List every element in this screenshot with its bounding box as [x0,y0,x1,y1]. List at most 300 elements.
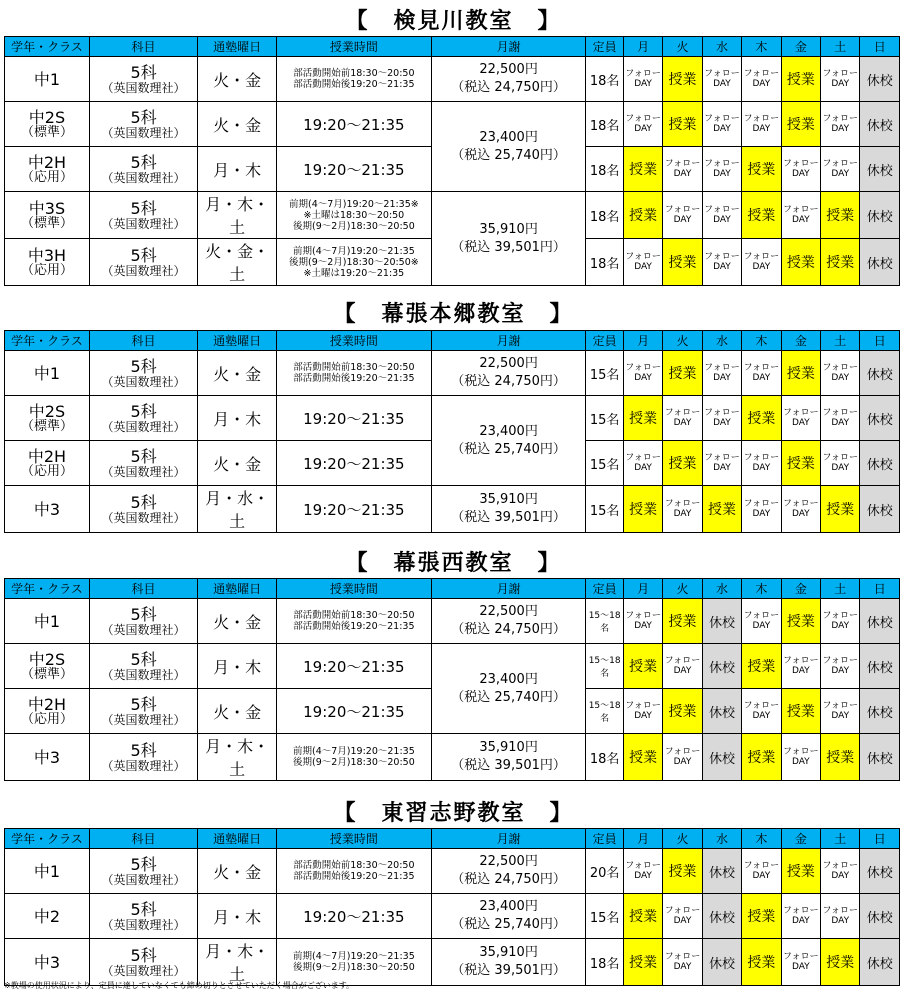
follow-day-label: フォロー [625,252,661,262]
lesson-day-cell: 授業 [821,239,860,286]
subject-cell [89,894,197,939]
follow-day-cell [821,441,860,486]
grade-cell [5,351,90,396]
column-header: 日 [860,331,900,351]
column-header: 金 [781,829,820,849]
schedule-table [4,330,900,533]
grade-sub-label: （応用） [20,711,73,727]
follow-day-cell [742,441,781,486]
subject-sub-label: （英国数理社） [101,263,186,278]
follow-day-label: DAY [791,916,810,926]
follow-day-label: DAY [752,621,771,631]
subject-cell [89,351,197,396]
column-header: 土 [821,579,860,599]
lesson-time-line: 部活動開始後19:20～21:35 [293,621,415,632]
grade-sub-label: （標準） [20,124,73,140]
column-header: 土 [821,37,860,57]
subject-sub-label: （英国数理社） [101,917,186,932]
closed-day-cell: 休校 [860,689,900,734]
grade-cell [5,689,90,734]
subject-sub-label: （英国数理社） [101,125,186,140]
table-row [5,849,900,894]
follow-day-cell [702,102,741,147]
lesson-time-cell [277,396,432,441]
follow-day-label: DAY [831,79,850,89]
lesson-time-cell [277,894,432,939]
follow-day-label: DAY [713,373,731,383]
attendance-days: 月・木 [198,894,277,939]
subject-label: 5科 [130,492,157,512]
follow-day-label: DAY [634,124,652,134]
capacity-cell: 15～18名 [586,599,623,644]
follow-day-label: フォロー [783,499,819,509]
follow-day-label: フォロー [743,252,780,262]
follow-day-label: DAY [831,916,850,926]
monthly-fee-line: （税込 39,501円） [451,239,566,255]
lesson-time-cell [277,192,432,239]
grade-label: 中3 [33,499,61,519]
lesson-time-line: 前期(4～7月)19:20～21:35※ [289,198,419,210]
lesson-day-cell: 授業 [742,396,781,441]
column-header: 土 [821,331,860,351]
follow-day-label: フォロー [822,611,859,621]
lesson-day-cell: 授業 [663,441,702,486]
subject-label: 5科 [130,62,157,82]
subject-cell [89,147,197,192]
subject-cell [89,644,197,689]
monthly-fee-line: （税込 25,740円） [451,689,566,705]
follow-day-label: DAY [791,757,810,767]
follow-day-label: フォロー [704,69,740,79]
capacity-cell: 15～18名 [586,644,623,689]
monthly-fee-cell [431,734,586,781]
column-header: 金 [781,331,820,351]
lesson-day-cell: 授業 [623,894,662,939]
follow-day-label: フォロー [664,499,701,509]
column-header: 通塾曜日 [198,331,277,351]
column-header: 授業時間 [277,331,432,351]
monthly-fee-line: 22,500円 [479,854,538,869]
monthly-fee-cell [431,57,586,102]
follow-day-label: DAY [831,621,850,631]
follow-day-label: フォロー [704,408,740,418]
closed-day-cell: 休校 [860,57,900,102]
lesson-time-cell [277,939,432,986]
column-header: 日 [860,37,900,57]
grade-label: 中1 [33,861,61,881]
grade-cell [5,894,90,939]
column-header: 学年・クラス [5,579,90,599]
capacity-cell: 18名 [586,734,623,781]
follow-day-label: DAY [634,871,652,881]
column-header: 水 [702,37,741,57]
subject-sub-label: （英国数理社） [101,170,186,185]
closed-day-cell: 休校 [860,351,900,396]
follow-day-label: DAY [831,169,850,179]
follow-day-cell [781,939,820,986]
follow-day-cell [702,239,741,286]
column-header: 定員 [586,331,623,351]
subject-cell [89,849,197,894]
lesson-time-line: 19:20～21:35 [303,907,405,926]
lesson-time-cell [277,599,432,644]
follow-day-label: フォロー [704,205,740,215]
subject-cell [89,939,197,986]
lesson-time-cell [277,147,432,192]
column-header: 定員 [586,579,623,599]
follow-day-label: DAY [831,666,850,676]
subject-cell [89,689,197,734]
follow-day-cell [742,102,781,147]
lesson-time-line: 部活動開始前18:30～20:50 [293,860,415,871]
monthly-fee-cell [431,939,586,986]
lesson-day-cell: 授業 [781,441,820,486]
follow-day-label: フォロー [743,499,780,509]
follow-day-cell [623,57,662,102]
capacity-cell: 18名 [586,102,623,147]
follow-day-label: フォロー [625,701,661,711]
follow-day-cell [821,351,860,396]
column-header: 金 [781,579,820,599]
subject-label: 5科 [130,649,157,669]
follow-day-label: フォロー [822,408,859,418]
follow-day-label: DAY [713,418,731,428]
monthly-fee-cell [431,396,586,486]
lesson-time-cell [277,734,432,781]
follow-day-label: DAY [791,666,810,676]
attendance-days: 月・木 [198,396,277,441]
lesson-time-line: 19:20～21:35 [303,500,405,519]
subject-label: 5科 [130,198,157,218]
follow-day-cell [821,102,860,147]
follow-day-label: フォロー [822,114,859,124]
grade-label: 中2S [28,649,66,669]
subject-cell [89,734,197,781]
capacity-cell: 15～18名 [586,689,623,734]
subject-sub-label: （英国数理社） [101,510,186,525]
column-header: 月謝 [431,579,586,599]
lesson-time-cell [277,57,432,102]
follow-day-cell [742,849,781,894]
follow-day-label: DAY [634,79,652,89]
lesson-day-cell: 授業 [742,147,781,192]
column-header: 月 [623,331,662,351]
monthly-fee-line: 22,500円 [479,62,538,77]
grade-cell [5,57,90,102]
column-header: 月謝 [431,37,586,57]
follow-day-label: フォロー [822,656,859,666]
follow-day-label: DAY [752,509,771,519]
closed-day-cell: 休校 [860,734,900,781]
column-header: 火 [663,331,702,351]
closed-day-cell: 休校 [860,441,900,486]
table-row [5,486,900,533]
lesson-time-line: 部活動開始後19:20～21:35 [293,373,415,384]
column-header: 木 [742,579,781,599]
lesson-day-cell: 授業 [623,486,662,533]
lesson-day-cell: 授業 [663,849,702,894]
follow-day-cell [663,939,702,986]
follow-day-label: フォロー [625,453,661,463]
follow-day-label: フォロー [822,363,859,373]
attendance-days: 月・木・土 [198,192,277,239]
follow-day-label: フォロー [822,906,859,916]
follow-day-cell [702,441,741,486]
column-header: 通塾曜日 [198,829,277,849]
capacity-cell: 15名 [586,396,623,441]
follow-day-cell [663,192,702,239]
lesson-day-cell: 授業 [663,239,702,286]
follow-day-label: DAY [831,871,850,881]
lesson-day-cell: 授業 [623,939,662,986]
subject-label: 5科 [130,401,157,421]
follow-day-cell [821,689,860,734]
follow-day-label: DAY [713,215,731,225]
grade-label: 中2H [27,446,67,466]
closed-day-cell: 休校 [860,396,900,441]
section-title: 【 東習志野教室 】 [333,801,574,826]
lesson-time-line: 19:20～21:35 [303,702,405,721]
follow-day-cell [623,689,662,734]
follow-day-cell [702,396,741,441]
column-header: 木 [742,37,781,57]
lesson-day-cell: 授業 [663,689,702,734]
follow-day-label: フォロー [625,69,661,79]
subject-label: 5科 [130,107,157,127]
monthly-fee-cell [431,192,586,286]
column-header: 水 [702,579,741,599]
subject-label: 5科 [130,899,157,919]
lesson-day-cell: 授業 [781,351,820,396]
subject-sub-label: （英国数理社） [101,419,186,434]
follow-day-label: フォロー [822,701,859,711]
follow-day-label: フォロー [783,747,819,757]
column-header: 水 [702,829,741,849]
grade-sub-label: （標準） [20,418,73,434]
follow-day-label: フォロー [743,114,780,124]
follow-day-cell [663,486,702,533]
subject-sub-label: （英国数理社） [101,216,186,231]
monthly-fee-line: 23,400円 [479,129,538,145]
monthly-fee-line: 23,400円 [479,899,538,914]
follow-day-label: DAY [673,169,692,179]
follow-day-label: フォロー [783,656,819,666]
follow-day-label: フォロー [664,906,701,916]
grade-cell [5,734,90,781]
closed-day-cell: 休校 [702,689,741,734]
follow-day-cell [781,192,820,239]
grade-label: 中3 [33,747,61,767]
monthly-fee-line: （税込 24,750円） [451,80,566,95]
column-header: 定員 [586,829,623,849]
attendance-days: 月・木・土 [198,734,277,781]
grade-cell [5,486,90,533]
grade-sub-label: （標準） [20,215,73,231]
lesson-day-cell: 授業 [821,939,860,986]
grade-cell [5,147,90,192]
subject-sub-label: （英国数理社） [101,464,186,479]
monthly-fee-line: 35,910円 [479,492,538,507]
table-row [5,57,900,102]
lesson-time-cell [277,239,432,286]
subject-cell [89,599,197,644]
column-header: 学年・クラス [5,37,90,57]
closed-day-cell: 休校 [860,102,900,147]
closed-day-cell: 休校 [702,644,741,689]
follow-day-label: DAY [673,509,692,519]
follow-day-cell [702,57,741,102]
follow-day-label: フォロー [743,363,780,373]
follow-day-label: DAY [673,962,692,972]
follow-day-label: DAY [831,418,850,428]
follow-day-label: フォロー [783,906,819,916]
column-header: 授業時間 [277,829,432,849]
follow-day-label: フォロー [783,159,819,169]
column-header: 月 [623,579,662,599]
follow-day-label: フォロー [822,453,859,463]
section-title: 【 幕張本郷教室 】 [333,302,574,327]
lesson-day-cell: 授業 [781,849,820,894]
follow-day-label: フォロー [664,747,701,757]
follow-day-label: フォロー [704,159,740,169]
table-row [5,894,900,939]
column-header: 月 [623,829,662,849]
monthly-fee-line: 22,500円 [479,356,538,371]
subject-label: 5科 [130,356,157,376]
lesson-day-cell: 授業 [781,57,820,102]
column-header: 月謝 [431,829,586,849]
grade-label: 中2H [27,152,67,172]
follow-day-label: フォロー [664,159,701,169]
lesson-day-cell: 授業 [663,599,702,644]
monthly-fee-line: （税込 24,750円） [451,872,566,887]
attendance-days: 月・木 [198,147,277,192]
capacity-cell: 20名 [586,849,623,894]
grade-cell [5,644,90,689]
lesson-time-cell [277,486,432,533]
monthly-fee-line: （税込 25,740円） [451,441,566,457]
follow-day-label: フォロー [743,611,780,621]
monthly-fee-line: （税込 39,501円） [451,510,566,525]
lesson-time-line: 19:20～21:35 [303,115,405,134]
grade-label: 中3 [33,952,61,972]
follow-day-label: DAY [634,262,652,272]
monthly-fee-line: 23,400円 [479,423,538,439]
lesson-time-cell [277,689,432,734]
lesson-time-line: 前期(4～7月)19:20～21:35 [292,951,415,962]
subject-label: 5科 [130,945,157,965]
grade-label: 中2 [33,906,61,926]
column-header: 日 [860,579,900,599]
attendance-days: 火・金 [198,441,277,486]
follow-day-cell [781,734,820,781]
monthly-fee-line: （税込 25,740円） [451,147,566,163]
closed-day-cell: 休校 [860,147,900,192]
grade-label: 中2S [28,401,66,421]
monthly-fee-line: 23,400円 [479,671,538,687]
lesson-day-cell: 授業 [781,239,820,286]
follow-day-label: DAY [752,262,771,272]
grade-label: 中2H [27,694,67,714]
closed-day-cell: 休校 [860,894,900,939]
grade-label: 中3H [27,245,67,265]
follow-day-label: フォロー [664,205,701,215]
grade-label: 中1 [33,611,61,631]
section-title: 【 検見川教室 】 [345,9,562,34]
lesson-day-cell: 授業 [623,734,662,781]
follow-day-label: DAY [634,621,652,631]
follow-day-cell [742,689,781,734]
monthly-fee-cell [431,644,586,734]
follow-day-cell [781,147,820,192]
section-title: 【 幕張西教室 】 [345,551,562,576]
column-header: 火 [663,829,702,849]
column-header: 通塾曜日 [198,37,277,57]
attendance-days: 火・金 [198,57,277,102]
table-row [5,351,900,396]
subject-label: 5科 [130,604,157,624]
lesson-day-cell: 授業 [781,689,820,734]
grade-cell [5,599,90,644]
subject-cell [89,441,197,486]
follow-day-label: フォロー [664,408,701,418]
monthly-fee-line: 22,500円 [479,604,538,619]
subject-cell [89,396,197,441]
follow-day-cell [781,486,820,533]
follow-day-label: フォロー [822,159,859,169]
lesson-time-line: ※土曜は19:20～21:35 [303,267,405,279]
table-row [5,102,900,147]
column-header: 金 [781,37,820,57]
follow-day-label: フォロー [743,701,780,711]
follow-day-cell [781,894,820,939]
lesson-time-line: 部活動開始前18:30～20:50 [293,362,415,373]
column-header: 授業時間 [277,37,432,57]
follow-day-label: DAY [752,124,771,134]
column-header: 通塾曜日 [198,579,277,599]
lesson-time-cell [277,441,432,486]
subject-sub-label: （英国数理社） [101,80,186,95]
closed-day-cell: 休校 [860,599,900,644]
lesson-day-cell: 授業 [663,351,702,396]
follow-day-label: フォロー [822,69,859,79]
subject-cell [89,486,197,533]
follow-day-cell [702,192,741,239]
follow-day-label: DAY [634,373,652,383]
subject-sub-label: （英国数理社） [101,963,186,978]
follow-day-cell [821,599,860,644]
lesson-day-cell: 授業 [821,486,860,533]
lesson-time-line: 部活動開始後19:20～21:35 [293,871,415,882]
follow-day-label: DAY [673,418,692,428]
subject-label: 5科 [130,694,157,714]
follow-day-cell [702,351,741,396]
monthly-fee-cell [431,351,586,396]
header-row [5,829,900,849]
closed-day-cell: 休校 [860,192,900,239]
closed-day-cell: 休校 [702,939,741,986]
column-header: 火 [663,579,702,599]
follow-day-label: フォロー [783,952,819,962]
monthly-fee-line: （税込 39,501円） [451,963,566,978]
follow-day-label: DAY [752,79,771,89]
monthly-fee-line: 35,910円 [479,740,538,755]
follow-day-cell [702,147,741,192]
monthly-fee-line: 35,910円 [479,221,538,237]
lesson-time-cell [277,351,432,396]
follow-day-cell [623,239,662,286]
lesson-time-cell [277,849,432,894]
